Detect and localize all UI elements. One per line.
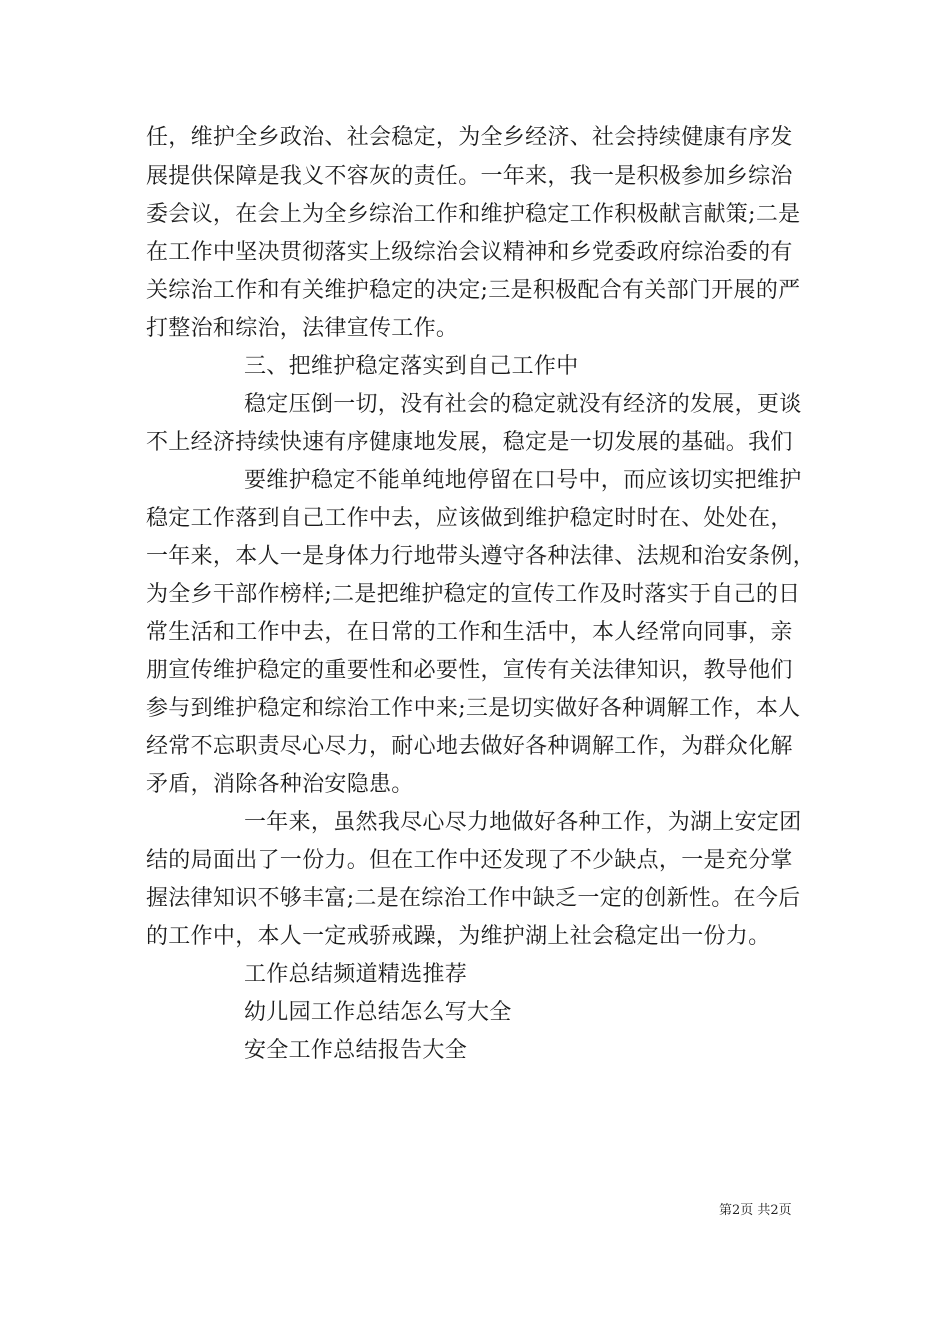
page-number: 第2页 共2页 bbox=[719, 1203, 792, 1218]
text-line: 常生活和工作中去，在日常的工作和生活中，本人经常向同事，亲 bbox=[146, 620, 793, 645]
text-line: 经常不忘职责尽心尽力，耐心地去做好各种调解工作，为群众化解 bbox=[146, 734, 793, 759]
text-line: 稳定压倒一切，没有社会的稳定就没有经济的发展，更谈 bbox=[244, 392, 802, 417]
text-line: 在工作中坚决贯彻落实上级综治会议精神和乡党委政府综治委的有 bbox=[146, 240, 793, 265]
text-line: 一年来，本人一是身体力行地带头遵守各种法律、法规和治安条例， bbox=[146, 544, 816, 569]
text-line: 打整治和综治，法律宣传工作。 bbox=[146, 316, 459, 341]
recommend-heading: 工作总结频道精选推荐 bbox=[244, 962, 468, 987]
text-line: 矛盾，消除各种治安隐患。 bbox=[146, 772, 414, 797]
text-line: 任，维护全乡政治、社会稳定，为全乡经济、社会持续健康有序发 bbox=[146, 125, 793, 150]
text-line: 不上经济持续快速有序健康地发展，稳定是一切发展的基础。我们 bbox=[146, 430, 793, 455]
text-line: 朋宣传维护稳定的重要性和必要性，宣传有关法律知识，教导他们 bbox=[146, 658, 793, 683]
recommend-link[interactable]: 幼儿园工作总结怎么写大全 bbox=[244, 1000, 512, 1025]
text-line: 为全乡干部作榜样;二是把维护稳定的宣传工作及时落实于自己的日 bbox=[146, 582, 801, 607]
text-line: 的工作中，本人一定戒骄戒躁，为维护湖上社会稳定出一份力。 bbox=[146, 924, 771, 949]
text-line: 要维护稳定不能单纯地停留在口号中，而应该切实把维护 bbox=[244, 468, 802, 493]
text-line: 委会议，在会上为全乡综治工作和维护稳定工作积极献言献策;二是 bbox=[146, 202, 801, 227]
text-line: 结的局面出了一份力。但在工作中还发现了不少缺点，一是充分掌 bbox=[146, 848, 793, 873]
text-line: 稳定工作落到自己工作中去，应该做到维护稳定时时在、处处在， bbox=[146, 506, 793, 531]
text-line: 握法律知识不够丰富;二是在综治工作中缺乏一定的创新性。在今后 bbox=[146, 886, 801, 911]
section-heading: 三、把维护稳定落实到自己工作中 bbox=[244, 354, 579, 379]
text-line: 参与到维护稳定和综治工作中来;三是切实做好各种调解工作，本人 bbox=[146, 696, 801, 721]
text-line: 关综治工作和有关维护稳定的决定;三是积极配合有关部门开展的严 bbox=[146, 278, 801, 303]
text-line: 一年来，虽然我尽心尽力地做好各种工作，为湖上安定团 bbox=[244, 810, 802, 835]
recommend-link[interactable]: 安全工作总结报告大全 bbox=[244, 1038, 468, 1063]
text-line: 展提供保障是我义不容灰的责任。一年来，我一是积极参加乡综治 bbox=[146, 164, 793, 189]
